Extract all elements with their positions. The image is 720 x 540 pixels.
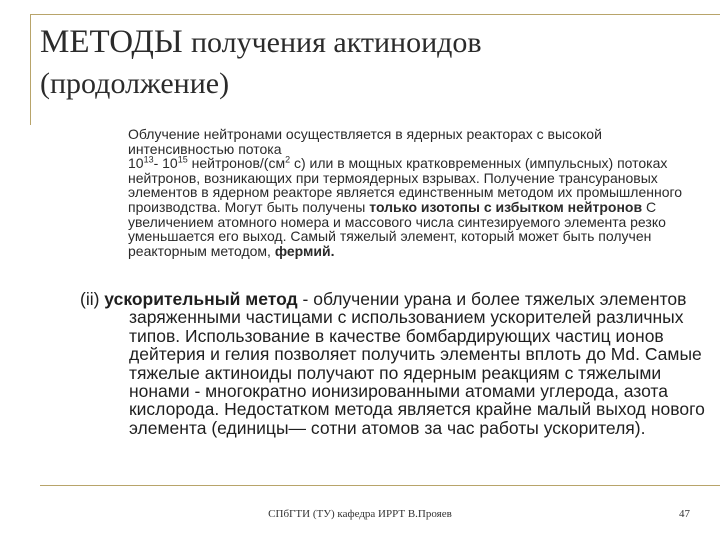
p1-text-5: с) или в мощных кратковременных (импульсных) потоках нейтронов, возникающих при термоядерных взрывах. Получение трансурановых элементов в ядерном реакторе является единственным методом их промышленного производства. Могут быть получены: [128, 155, 683, 215]
p1-sup-2: 15: [177, 154, 188, 165]
slide-title: [40, 22, 700, 104]
p1-text-3: - 10: [153, 155, 178, 172]
title-continuation: (продолжение): [40, 67, 230, 100]
paragraph-accelerator-method: [80, 290, 712, 437]
p2-bold: ускорительный метод: [104, 289, 298, 309]
p1-text-2: 10: [128, 155, 144, 172]
title-main: МЕТОДЫ: [40, 24, 191, 60]
page-number: 47: [679, 508, 690, 520]
footer-text: СПбГТИ (ТУ) кафедра ИРРТ В.Прояев: [268, 508, 452, 520]
p1-text-6: С увеличением атомного номера и массового числа синтезируемого элемента резко уменьшается его выход. Самый тяжелый элемент, который может быть получен реакторным методом,: [128, 198, 666, 259]
title-rest: получения актиноидов: [190, 26, 482, 59]
p1-bold-1: только изотопы с избытком нейтронов: [369, 198, 643, 215]
footer-divider: [40, 485, 720, 486]
p1-text-1: Облучение нейтронами осуществляется в ядерных реакторах с высокой интенсивностью потока: [128, 126, 602, 157]
p1-sup-1: 13: [143, 154, 154, 165]
paragraph-reactor-method: [128, 127, 688, 258]
p2-text: - облучении урана и более тяжелых элементов заряженными частицами с использованием ускорителей различных типов. Использование в качестве бомбардирующих частиц ионов дейтерия и гелия позволяет получить элементы вплоть до Md. Самые тяжелые актиноиды получают по ядерным реакциям с тяжелыми нонами - многократно ионизированными атомами углерода, азота кислорода. Недостатком метода является крайне малый выход нового элемента (единицы— сотни атомов за час работы ускорителя).: [129, 289, 705, 438]
p1-sup-3: 2: [285, 154, 291, 165]
p2-prefix: (ii): [80, 289, 105, 309]
p1-text-4: нейтронов/(см: [187, 155, 286, 172]
p1-bold-2: фермий.: [274, 242, 335, 259]
